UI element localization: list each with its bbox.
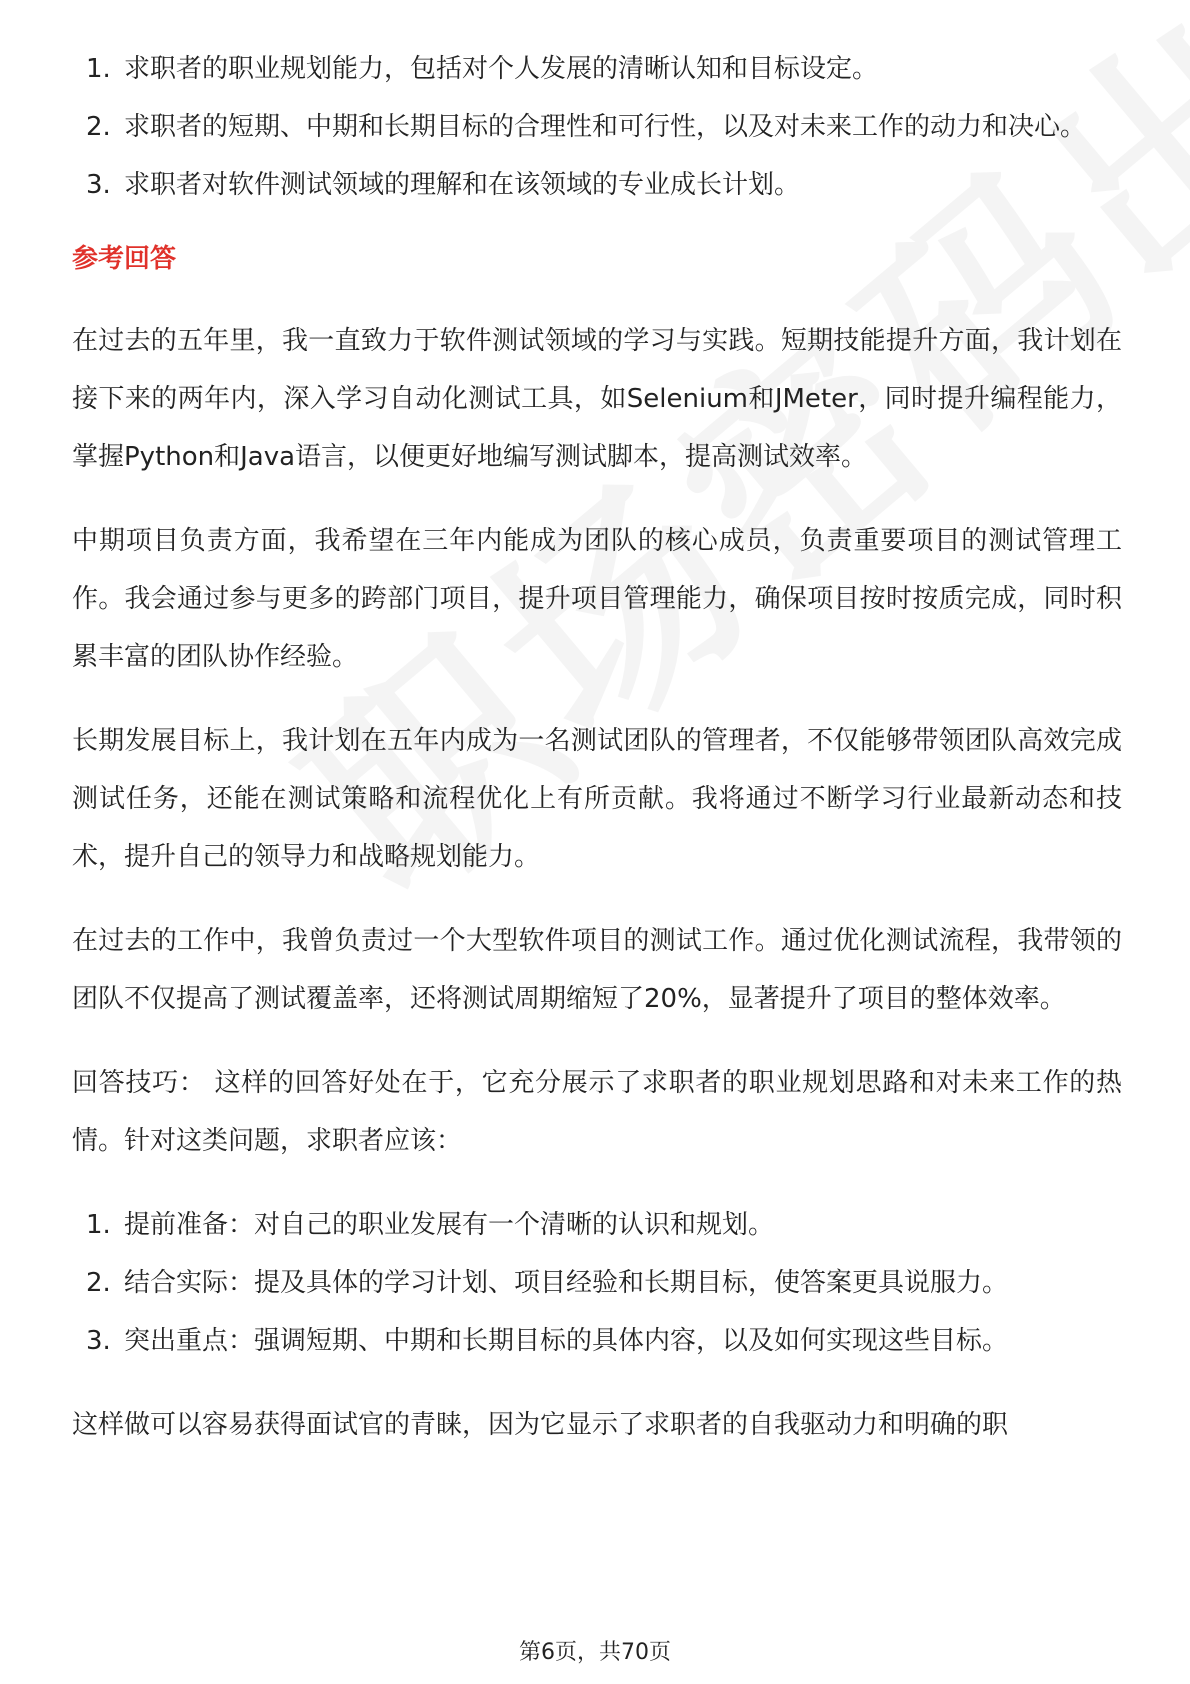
list-item: [72, 1312, 1122, 1370]
paragraph-short-term: 在过去的五年里，我一直致力于软件测试领域的学习与实践。短期技能提升方面，我计划在接下来的两年内，深入学习自动化测试工具，如Selenium和JMeter，同时提升编程能力，掌握Python和Java语言，以便更好地编写测试脚本，提高测试效率。: [72, 326, 1122, 472]
list-number: 3.: [86, 170, 111, 200]
paragraph-experience: 在过去的工作中，我曾负责过一个大型软件项目的测试工作。通过优化测试流程，我带领的团队不仅提高了测试覆盖率，还将测试周期缩短了20%，显著提升了项目的整体效率。: [72, 926, 1122, 1014]
paragraph-long-term: 长期发展目标上，我计划在五年内成为一名测试团队的管理者，不仅能够带领团队高效完成测试任务，还能在测试策略和流程优化上有所贡献。我将通过不断学习行业最新动态和技术，提升自己的领导力和战略规划能力。: [72, 726, 1122, 872]
list-item: [72, 98, 1122, 156]
list-item: [72, 156, 1122, 214]
list-item-text: 求职者的短期、中期和长期目标的合理性和可行性，以及对未来工作的动力和决心。: [124, 112, 1087, 142]
list-item: [72, 1196, 1122, 1254]
list-number: 2.: [86, 112, 111, 142]
list-item: [72, 40, 1122, 98]
list-number: 3.: [86, 1326, 111, 1356]
page-content: [72, 40, 1122, 1454]
list-item-text: 突出重点：强调短期、中期和长期目标的具体内容，以及如何实现这些目标。: [124, 1326, 1009, 1356]
tips-list: [72, 1196, 1122, 1370]
list-number: 2.: [86, 1268, 111, 1298]
paragraph-mid-term: 中期项目负责方面，我希望在三年内能成为团队的核心成员，负责重要项目的测试管理工作。我会通过参与更多的跨部门项目，提升项目管理能力，确保项目按时按质完成，同时积累丰富的团队协作经验。: [72, 526, 1122, 672]
page-footer: 第6页，共70页: [519, 1640, 671, 1665]
evaluation-points-list: [72, 40, 1122, 214]
list-number: 1.: [86, 1210, 111, 1240]
section-title: 参考回答: [72, 244, 177, 274]
list-item-text: 求职者对软件测试领域的理解和在该领域的专业成长计划。: [124, 170, 801, 200]
list-item-text: 结合实际：提及具体的学习计划、项目经验和长期目标，使答案更具说服力。: [124, 1268, 1009, 1298]
list-item: [72, 1254, 1122, 1312]
paragraph-closing: 这样做可以容易获得面试官的青睐，因为它显示了求职者的自我驱动力和明确的职: [72, 1410, 1009, 1440]
paragraph-tips-intro: 回答技巧： 这样的回答好处在于，它充分展示了求职者的职业规划思路和对未来工作的热情。针对这类问题，求职者应该：: [72, 1068, 1122, 1156]
list-number: 1.: [86, 54, 111, 84]
list-item-text: 提前准备：对自己的职业发展有一个清晰的认识和规划。: [124, 1210, 775, 1240]
list-item-text: 求职者的职业规划能力，包括对个人发展的清晰认知和目标设定。: [124, 54, 879, 84]
